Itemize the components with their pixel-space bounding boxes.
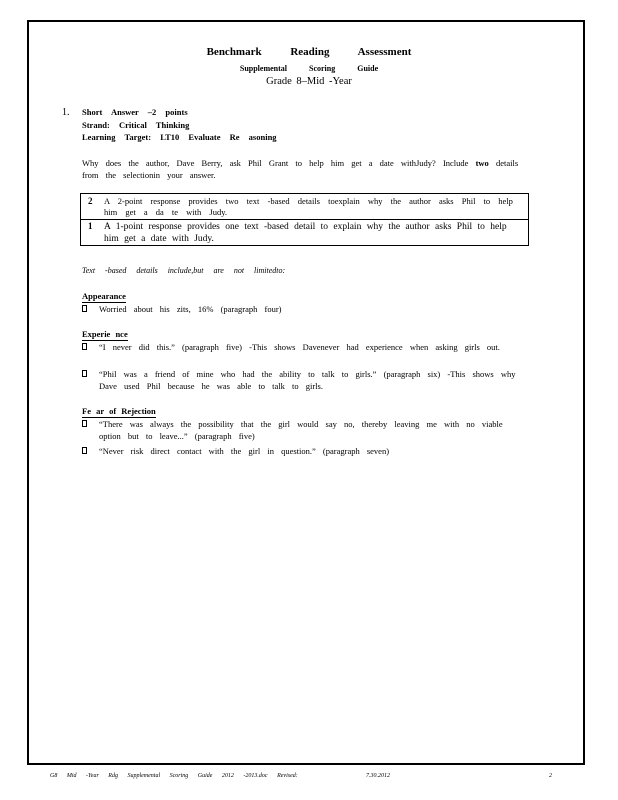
footer-filename: G8 Mid -Year Rdg Supplemental Scoring Guide 2012 -2013.doc Revised: <box>50 773 298 779</box>
section-title-appearance: Appearance <box>82 291 126 301</box>
list-item: Worried about his zits, 16% (paragraph four) <box>82 303 522 315</box>
list-item: “Phil was a friend of mine who had the ability to talk to girls.” (paragraph six) -This shows why Dave used Phil because he was able to talk to girls. <box>82 368 522 392</box>
checkbox-glyph-icon <box>82 447 87 454</box>
list-item: “I never did this.” (paragraph five) -This shows Davenever had experience when asking girls out. <box>82 341 522 353</box>
list-item: “Never risk direct contact with the girl in question.” (paragraph seven) <box>82 445 522 457</box>
rubric-description: A 2-point response provides two text -based details toexplain why the author asks Phil to help him get a da te with Judy. <box>104 196 513 217</box>
document-title: Benchmark Reading Assessment <box>206 46 412 58</box>
scoring-rubric <box>80 193 529 246</box>
question-type: Short Answer –2 points <box>82 107 188 117</box>
checkbox-glyph-icon <box>82 420 87 427</box>
learning-target: Learning Target: LT10 Evaluate Re asoning <box>82 132 277 142</box>
footer-page-number: 2 <box>549 773 552 779</box>
section-title-fear-of-rejection: Fe ar of Rejection <box>82 406 156 416</box>
section-title-experience: Experie nce <box>82 329 128 339</box>
question-prompt <box>82 157 522 181</box>
rubric-points: 2 <box>88 196 93 206</box>
prompt-emphasis: two <box>475 158 489 168</box>
rubric-description: A 1-point response provides one text -based detail to explain why the author asks Phil to help him get a date with Judy. <box>104 222 507 244</box>
checkbox-glyph-icon <box>82 370 87 377</box>
details-lead-in: Text -based details include,but are not limitedto: <box>82 266 286 275</box>
checkbox-glyph-icon <box>82 343 87 350</box>
question-strand: Strand: Critical Thinking <box>82 120 190 130</box>
document-subtitle: Supplemental Scoring Guide <box>239 64 379 73</box>
prompt-tail: details from the selectionin your answer. <box>82 158 519 180</box>
rubric-row <box>81 219 528 246</box>
grade-label: Grade 8–Mid -Year <box>266 76 352 87</box>
list-item: “There was always the possibility that the girl would say no, thereby leaving me with no viable option but to leave...” (paragraph five) <box>82 418 522 442</box>
rubric-row <box>81 194 528 220</box>
footer-date: 7.30.2012 <box>366 773 390 779</box>
question-number: 1. <box>62 107 70 118</box>
prompt-text: Why does the author, Dave Berry, ask Phil Grant to help him get a date withJudy? Include <box>82 158 476 168</box>
rubric-points: 1 <box>88 221 93 231</box>
checkbox-glyph-icon <box>82 305 87 312</box>
